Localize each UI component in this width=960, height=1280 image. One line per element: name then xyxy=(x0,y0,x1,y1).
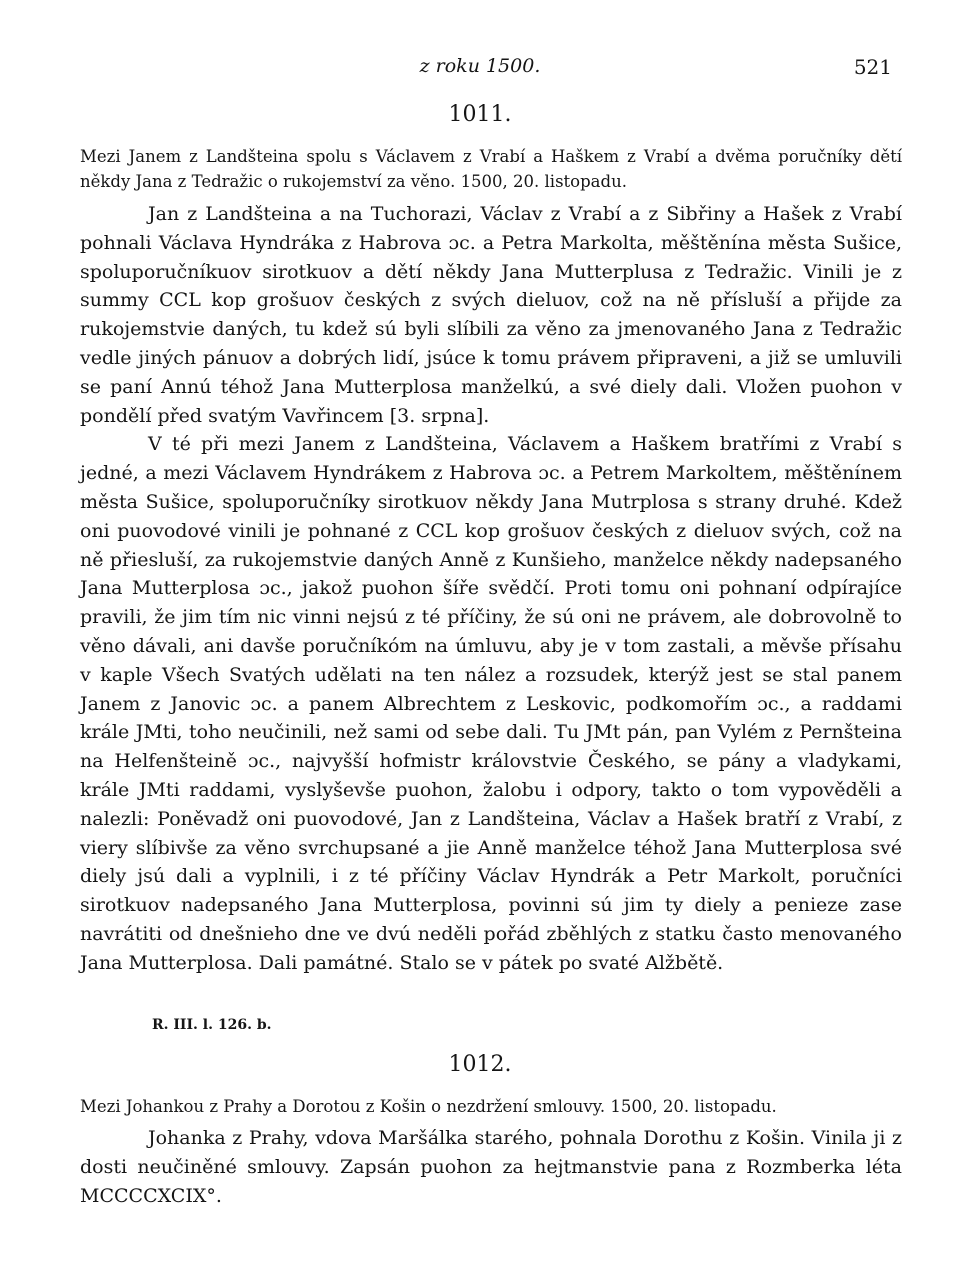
page-number: 521 xyxy=(853,55,892,79)
entry-body xyxy=(80,1124,902,1210)
entry-summary: Mezi Johankou z Prahy a Dorotou z Košin o nezdržení smlouvy. 1500, 20. listopadu. xyxy=(80,1097,777,1116)
source-reference: R. III. l. 126. b. xyxy=(152,1017,272,1033)
entry-body xyxy=(80,200,902,978)
running-title: z roku 1500. xyxy=(419,55,541,77)
paragraph: Jan z Landšteina a na Tuchorazi, Václav z Vrabí a z Sibřiny a Hašek z Vrabí pohnali Václava Hyndráka z Habrova ɔc. a Petra Markolta, měštěnína města Sušice, spoluporučníkuov sirotkuov a dětí někdy Jana Mutterplusa z Tedražic. Vinili je z summy CCL kop grošuov českých z svých dieluov, což na ně přísluší a přijde za rukojemstvie daných, tu kdež sú byli slíbili za věno za jmenovaného Jana z Tedražic vedle jiných pánuov a dobrých lidí, jsúce k tomu právem připraveni, a již se umluvili se paní Annú téhož Jana Mutterplosa manželkú, a své diely dali. Vložen puohon v pondělí před svatým Vavřincem [3. srpna]. xyxy=(80,203,902,427)
entry-number: 1011. xyxy=(448,102,512,127)
paragraph: V té při mezi Janem z Landšteina, Václavem a Haškem bratřími z Vrabí s jedné, a mezi Václavem Hyndrákem z Habrova ɔc. a Petrem Markoltem, měštěnínem města Sušice, spoluporučníky sirotkuov někdy Jana Mutrplosa s strany druhé. Kdež oni puovodové vinili je pohnané z CCL kop grošuov českých z dieluov svých, což na ně přiesluší, za rukojemstvie daných Anně z Kunšieho, manželce někdy nadepsaného Jana Mutterplosa ɔc., jakož puohon šíře svědčí. Proti tomu oni pohnaní odpírajíce pravili, že jim tím nic vinni nejsú z té příčiny, že sú oni ne právem, ale dobrovolně to věno dávali, ani davše poručníkóm na úmluvu, aby je v tom zastali, a měvše přísahu v kaple Všech Svatých udělati na ten nález a rozsudek, kterýž jest se stal panem Janem z Janovic ɔc. a panem Albrechtem z Leskovic, podkomořím ɔc., a raddami krále JMti, toho neučinili, než sami od sebe dali. Tu JMt pán, pan Vylém z Pernšteina na Helfenšteině ɔc., najvyšší hofmistr královstvie Českého, se pány a vladykami, krále JMti raddami, vyslyševše puohon, žalobu i odpory, takto o tom vypověděli a nalezli: Poněvadž oni puovodové, Jan z Landšteina, Václav a Hašek bratří z Vrabí, z viery slíbivše za věno svrchupsané a jie Anně manželce téhož Jana Mutterplosa své diely jsú dali a vyplnili, i z té příčiny Václav Hyndrák a Petr Markolt, poručníci sirotkuov nadepsaného Jana Mutterplosa, povinni sú jim ty diely a penieze zase navrátiti od dnešnieho dne ve dvú neděli pořád zběhlých z statku často menovaného Jana Mutterplosa. Dali památné. Stalo se v pátek po svaté Alžbětě. xyxy=(80,433,902,974)
paragraph: Johanka z Prahy, vdova Maršálka starého, pohnala Dorothu z Košin. Vinila ji z dosti neučiněné smlouvy. Zapsán puohon za hejtmanstvie pana z Rozmberka léta MCCCCXCIX°. xyxy=(80,1127,902,1207)
entry-summary: Mezi Janem z Landšteina spolu s Václavem z Vrabí a Haškem z Vrabí a dvěma poručníky dětí někdy Jana z Tedražic o rukojemství za věno. 1500, 20. listopadu. xyxy=(80,147,902,191)
entry-number: 1012. xyxy=(448,1052,512,1077)
